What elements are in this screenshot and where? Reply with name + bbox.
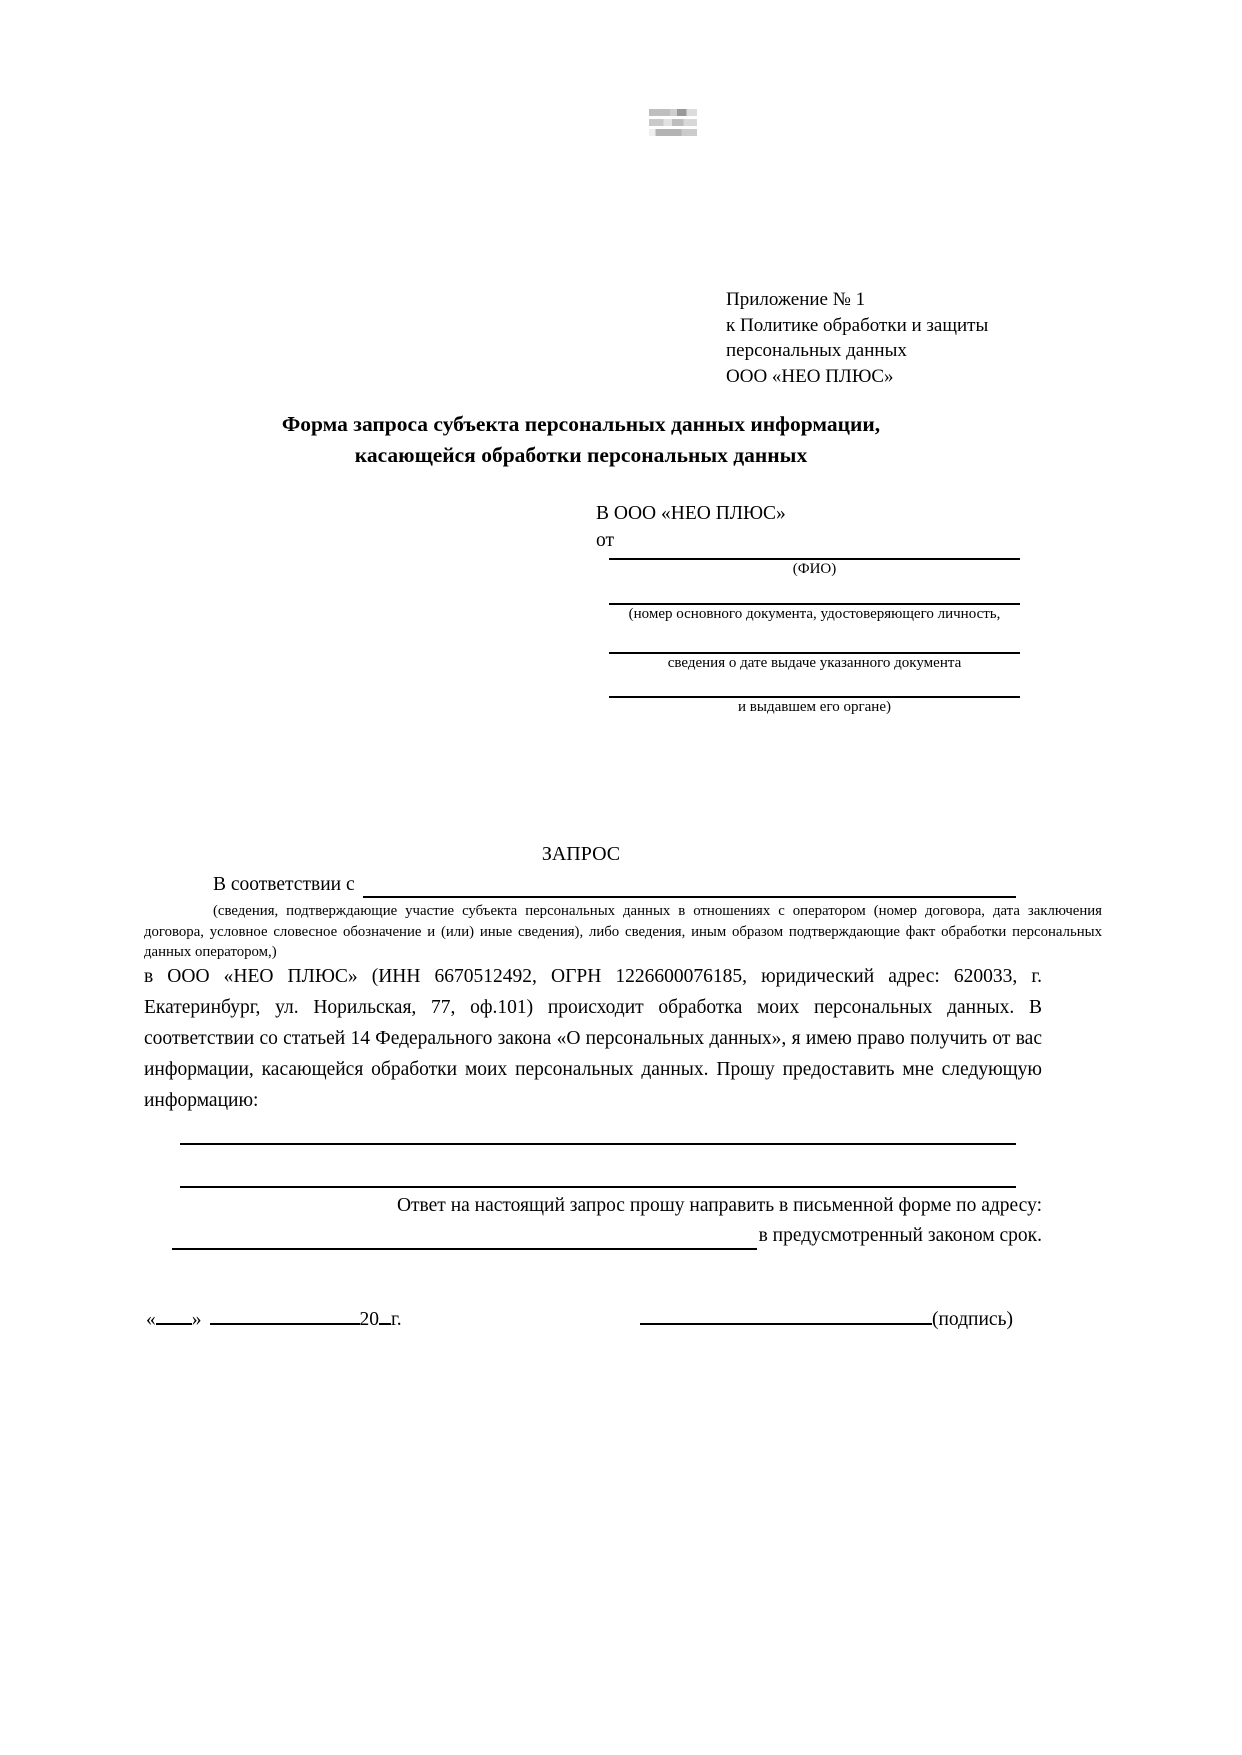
document-number-input-line[interactable] (609, 579, 1020, 605)
addressee-to: В ООО «НЕО ПЛЮС» (596, 503, 786, 524)
signature-input-line[interactable] (640, 1303, 932, 1325)
reply-instruction: Ответ на настоящий запрос прошу направить в письменной форме по адресу: (396, 1195, 1042, 1216)
document-title (144, 409, 1018, 471)
year-prefix: 20 (359, 1309, 379, 1330)
month-input-line[interactable] (210, 1303, 360, 1325)
signature-caption: (подпись) (932, 1309, 1013, 1330)
reply-address-row (144, 1221, 1042, 1250)
issue-date-input-line[interactable] (609, 624, 1020, 654)
address-input-line[interactable] (172, 1221, 757, 1250)
day-input-line[interactable] (156, 1303, 192, 1325)
requested-info-input-line-1[interactable] (180, 1121, 1016, 1145)
document-title-line-1: Форма запроса субъекта персональных данных информации, (281, 412, 881, 436)
request-body-paragraph: в ООО «НЕО ПЛЮС» (ИНН 6670512492, ОГРН 1226600076185, юридический адрес: 620033, г. Екатеринбург, ул. Норильская, 77, оф.101) происходит обработка моих персональных данных. В соответствии со статьей 14 Федерального закона «О персональных данных», я имею право получить от вас информации, касающейся обработки моих персональных данных. Прошу предоставить мне следующую информацию: (144, 966, 1042, 1111)
thumbnail-stripe (649, 129, 697, 136)
in-accordance-label: В соответствии с (213, 874, 355, 895)
signature-field (640, 1303, 1013, 1335)
basis-explanation-note: (сведения, подтверждающие участие субъекта персональных данных в отношениях с оператором (номер договора, дата заключения договора, условное словесное обозначение и (или) иные сведения), либо сведения, иным образом подтверждающие факт обработки персональных данных оператором,) (144, 903, 1102, 960)
embedded-thumbnail-image (649, 106, 697, 140)
addressee-block (596, 500, 1020, 717)
open-quote: « (146, 1309, 156, 1330)
basis-input-line[interactable] (363, 872, 1016, 898)
appendix-header-line: к Политике обработки и защиты (726, 314, 989, 336)
date-field (146, 1303, 402, 1335)
request-heading: ЗАПРОС (541, 843, 621, 865)
issuing-authority-caption: и выдавшем его органе) (738, 699, 891, 715)
appendix-header-line: персональных данных (726, 340, 907, 361)
thumbnail-stripe (649, 119, 697, 126)
appendix-header-line: Приложение № 1 (726, 289, 866, 310)
document-title-line-2: касающейся обработки персональных данных (354, 443, 808, 467)
requested-info-input-line-2[interactable] (180, 1164, 1016, 1188)
appendix-header (726, 287, 988, 389)
close-quote: » (191, 1309, 202, 1330)
reply-instruction-tail: в предусмотренный законом срок. (758, 1225, 1042, 1246)
fio-caption: (ФИО) (792, 561, 837, 577)
thumbnail-stripe (649, 109, 697, 116)
issuing-authority-input-line[interactable] (609, 673, 1020, 698)
document-number-caption: (номер основного документа, удостоверяющего личность, (628, 606, 1001, 622)
issue-date-caption: сведения о дате выдаче указанного документа (667, 655, 962, 671)
addressee-from: от (596, 530, 615, 551)
appendix-header-line: ООО «НЕО ПЛЮС» (726, 365, 894, 387)
year-input-line[interactable] (379, 1303, 391, 1325)
year-suffix: г. (391, 1309, 402, 1330)
in-accordance-row (144, 872, 1016, 898)
